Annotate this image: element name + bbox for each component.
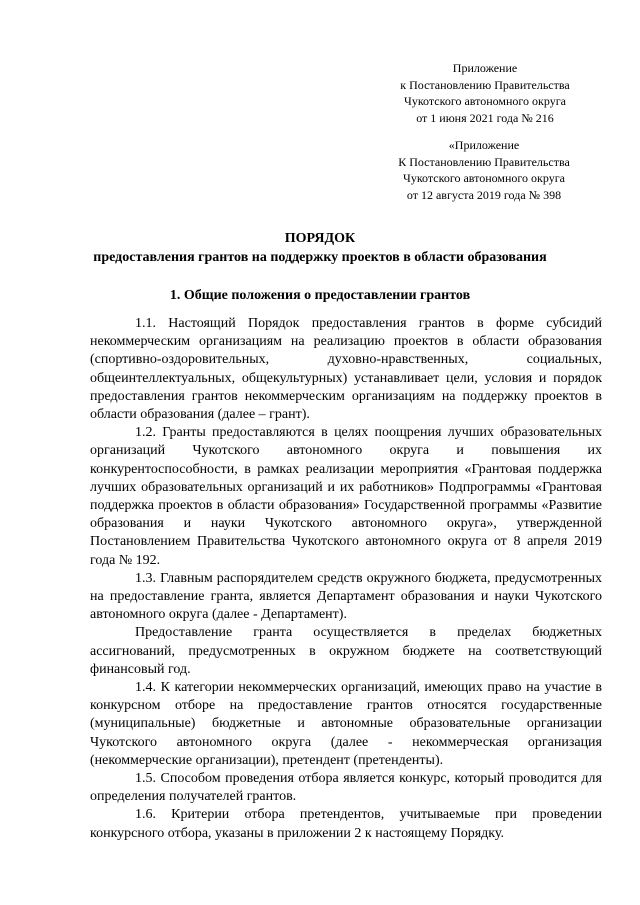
attachment-header-current: [395, 60, 575, 126]
attachment-line: Приложение: [452, 61, 518, 75]
attachment-line: Чукотского автономного округа: [403, 171, 565, 185]
document-body: [90, 315, 602, 843]
section-heading: 1. Общие положения о предоставлении грантов: [169, 288, 471, 303]
attachment-line: «Приложение: [448, 138, 520, 152]
paragraph: Предоставление гранта осуществляется в пределах бюджетных ассигнований, предусмотренных в окружном бюджете на соответствующий финансовый год.: [90, 625, 602, 677]
attachment-line: от 1 июня 2021 года № 216: [416, 110, 554, 125]
document-subtitle: предоставления грантов на поддержку проектов в области образования: [93, 250, 547, 265]
attachment-line: К Постановлению Правительства: [398, 154, 570, 169]
document-title: ПОРЯДОК: [284, 231, 356, 246]
paragraph: 1.4. К категории некоммерческих организаций, имеющих право на участие в конкурсном отборе на предоставление грантов относятся государственные (муниципальные) бюджетные и автономные образовательные организации Чукотского автономного округа (далее - некоммерческая организация (некоммерческие организации), претендент (претенденты).: [90, 680, 602, 768]
attachment-line: Чукотского автономного округа: [404, 94, 566, 108]
paragraph: 1.1. Настоящий Порядок предоставления грантов в форме субсидий некоммерческим организациям на реализацию проектов в области образования (спортивно-оздоровительных, духовно-нравственных, социальных, общеинтеллектуальных, общекультурных) устанавливает цели, условия и порядок предоставления грантов некоммерческим организациям на поддержку проектов в области образования (далее – грант).: [90, 316, 602, 423]
paragraph: 1.6. Критерии отбора претендентов, учитываемые при проведении конкурсного отбора, указаны в приложении 2 к настоящему Порядку.: [90, 807, 602, 841]
paragraph: 1.5. Способом проведения отбора является конкурс, который проводится для определения получателей грантов.: [90, 771, 602, 805]
paragraph: 1.2. Гранты предоставляются в целях поощрения лучших образовательных организаций Чукотского автономного округа и повышения их конкурентоспособности, в рамках реализации мероприятия «Грантовая поддержка лучших образовательных организаций и их работников» Подпрограммы «Грантовая поддержка проектов в области образования» Государственной программы «Развитие образования и науки Чукотского автономного округа», утвержденной Постановлением Правительства Чукотского автономного округа от 8 апреля 2019 года № 192.: [90, 425, 602, 568]
attachment-line: от 12 августа 2019 года № 398: [406, 187, 562, 202]
attachment-line: к Постановлению Правительства: [400, 77, 570, 92]
paragraph: 1.3. Главным распорядителем средств окружного бюджета, предусмотренных на предоставление гранта, является Департамент образования и науки Чукотского автономного округа (далее - Департамент).: [90, 570, 602, 623]
attachment-header-previous: [393, 137, 575, 203]
